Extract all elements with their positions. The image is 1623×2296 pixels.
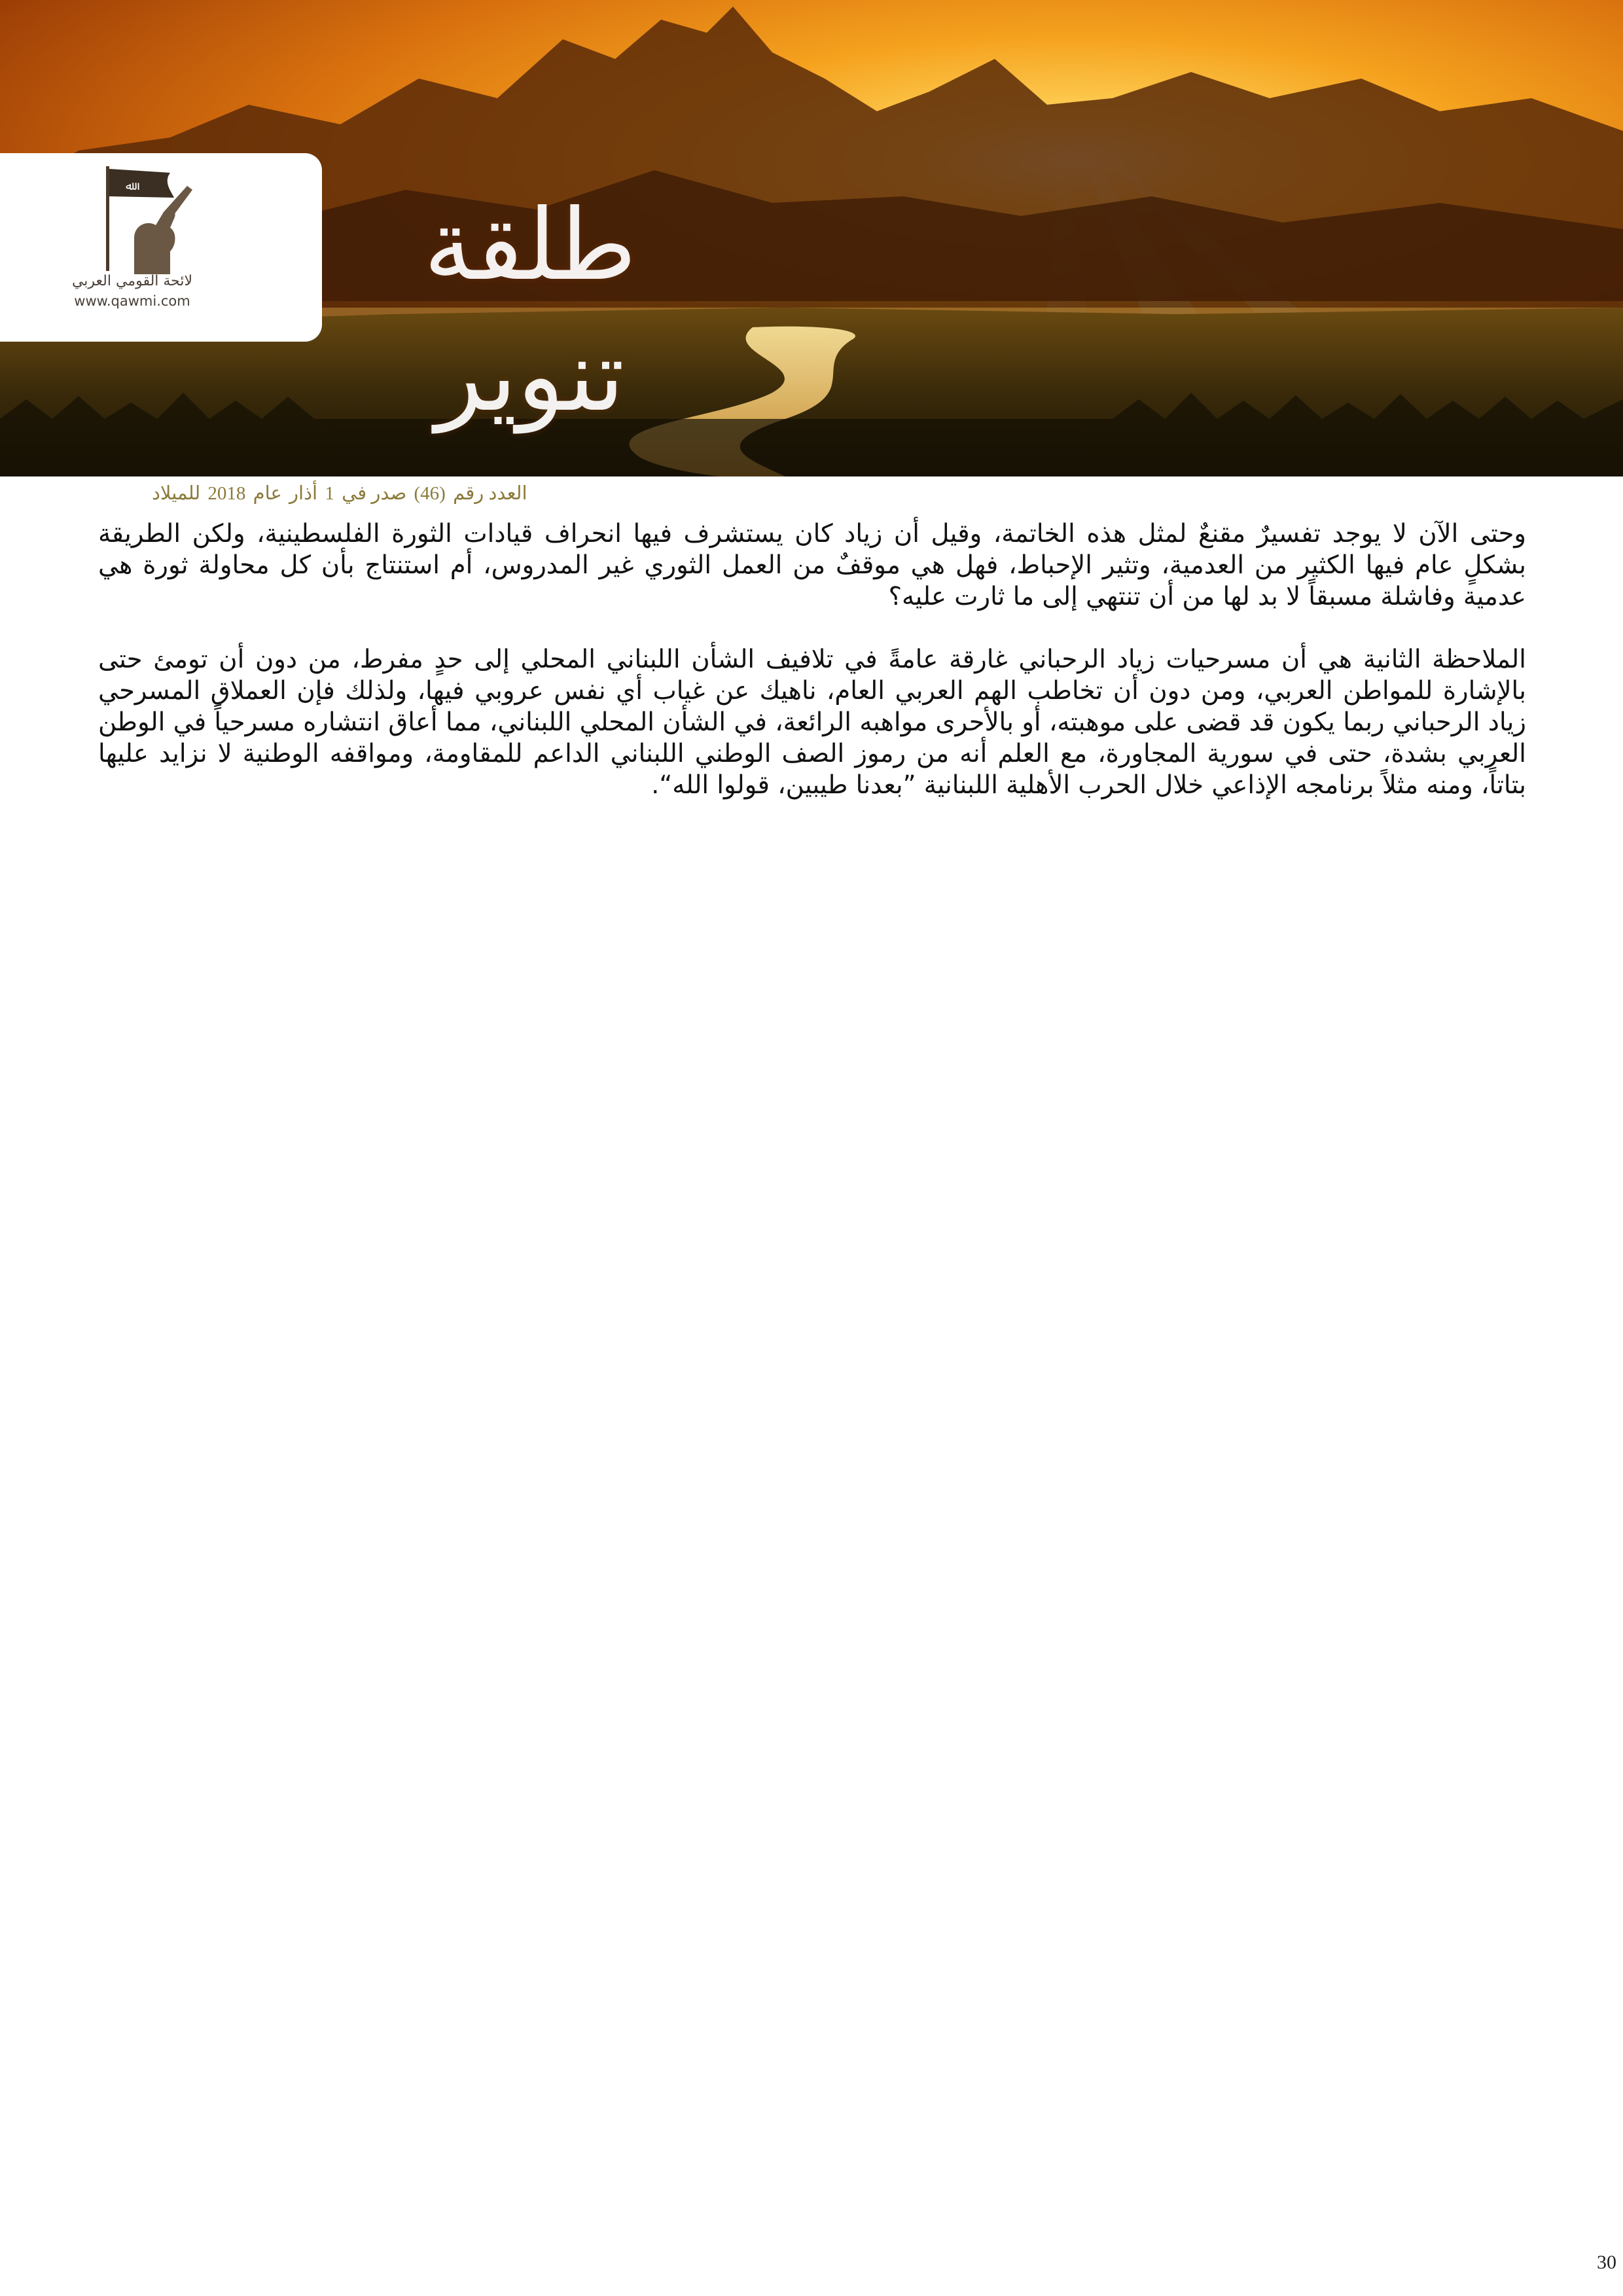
issue-number: (46) [414, 483, 446, 504]
article-paragraph-2: الملاحظة الثانية هي أن مسرحيات زياد الرحباني غارقة عامةً في تلافيف الشأن اللبناني المحلي إلى حدٍ مفرط، من دون أن تومئ حتى بالإشارة للمواطن العربي، ومن دون أن تخاطب الهم العربي العام، ناهيك عن غياب أي نفس عروبي فيها، ولذلك فإن العملاق المسرحي زياد الرحباني ربما يكون قد قضى على موهبته، أو بالأحرى مواهبه الرائعة، في الشأن المحلي اللبناني، مما أعاق انتشاره مسرحياً في الوطن العربي بشدة، حتى في سورية المجاورة، مع العلم أنه من رموز الصف الوطني اللبناني الداعم للمقاومة، ومواقفه الوطنية لا نزايد عليها بتاتاً، ومنه مثلاً برنامجه الإذاعي خلال الحرب الأهلية اللبنانية ”بعدنا طيبين، قولوا الله“. [98, 645, 1526, 800]
issue-issued: صدر في [342, 483, 407, 504]
issue-day: 1 [325, 483, 334, 504]
svg-text:ﷲ: ﷲ [126, 179, 133, 193]
issue-year: 2018 [207, 483, 246, 504]
logo-panel [0, 153, 322, 342]
issue-line [151, 482, 674, 505]
header-banner [0, 0, 1623, 476]
logo-url[interactable]: www.qawmi.com [74, 293, 190, 309]
article-body [98, 518, 1526, 801]
flag-with-fist-icon [72, 160, 203, 278]
logo-caption: لائحة القومي العربي [71, 273, 193, 289]
issue-month: أذار [289, 483, 318, 504]
issue-prefix: العدد رقم [453, 483, 527, 504]
issue-suffix: للميلاد [152, 483, 201, 504]
article-paragraph-1: وحتى الآن لا يوجد تفسيرٌ مقنعٌ لمثل هذه الخاتمة، وقيل أن زياد كان يستشرف فيها انحراف قيادات الثورة الفلسطينية، ولكن الطريقة بشكلٍ عام فيها الكثير من العدمية، وتثير الإحباط، فهل هي موقفٌ من العمل الثوري غير المدروس، أم استنتاج بأن كل محاولة ثورة هي عدمية وفاشلة مسبقاً لا بد لها من أن تنتهي إلى ما ثارت عليه؟ [98, 519, 1526, 611]
page-number: 30 [1597, 2251, 1616, 2273]
masthead-title: طلقة تنوير [423, 188, 637, 433]
issue-year-label: عام [253, 483, 282, 504]
